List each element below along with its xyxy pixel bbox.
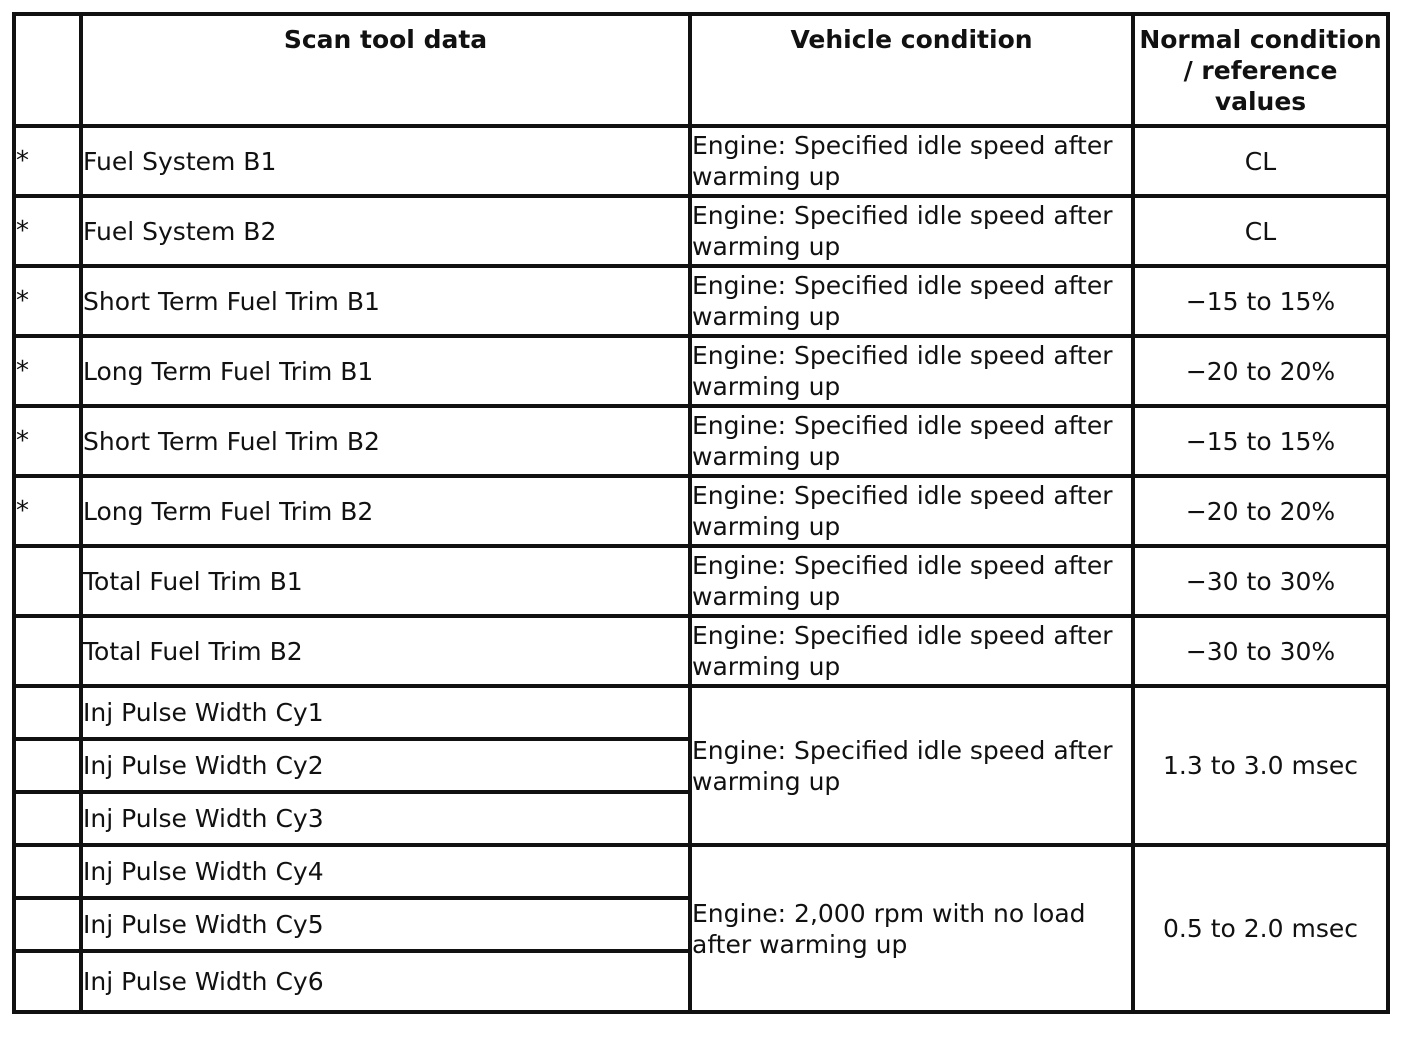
row-item: Inj Pulse Width Cy5 (81, 898, 690, 951)
row-item: Short Term Fuel Trim B2 (81, 406, 690, 476)
row-reference: −30 to 30% (1133, 616, 1388, 686)
row-mark (14, 739, 81, 792)
row-reference: −15 to 15% (1133, 266, 1388, 336)
table-row (14, 196, 1388, 266)
row-reference: −20 to 20% (1133, 476, 1388, 546)
row-condition: Engine: Specified idle speed after warming up (690, 266, 1133, 336)
row-item: Total Fuel Trim B2 (81, 616, 690, 686)
table-row (14, 476, 1388, 546)
row-mark (14, 845, 81, 898)
table-row (14, 336, 1388, 406)
header-mark (14, 14, 81, 126)
row-mark: * (14, 336, 81, 406)
row-condition: Engine: Specified idle speed after warming up (690, 126, 1133, 196)
row-item: Inj Pulse Width Cy4 (81, 845, 690, 898)
row-mark: * (14, 196, 81, 266)
group-condition: Engine: Specified idle speed after warming up (690, 686, 1133, 845)
header-vehicle-condition: Vehicle condition (690, 14, 1133, 126)
group-reference: 0.5 to 2.0 msec (1133, 845, 1388, 1012)
row-mark (14, 898, 81, 951)
row-condition: Engine: Specified idle speed after warming up (690, 546, 1133, 616)
row-reference: −20 to 20% (1133, 336, 1388, 406)
row-mark: * (14, 476, 81, 546)
row-condition: Engine: Specified idle speed after warming up (690, 476, 1133, 546)
row-item: Inj Pulse Width Cy1 (81, 686, 690, 739)
row-reference: CL (1133, 196, 1388, 266)
row-condition: Engine: Specified idle speed after warming up (690, 406, 1133, 476)
group-condition: Engine: 2,000 rpm with no load after warming up (690, 845, 1133, 1012)
row-condition: Engine: Specified idle speed after warming up (690, 616, 1133, 686)
table-row (14, 845, 1388, 898)
row-mark: * (14, 126, 81, 196)
row-mark (14, 792, 81, 845)
header-scan-tool-data: Scan tool data (81, 14, 690, 126)
row-mark (14, 951, 81, 1012)
table-row (14, 406, 1388, 476)
row-item: Long Term Fuel Trim B2 (81, 476, 690, 546)
scan-tool-data-table (12, 12, 1390, 1014)
row-item: Inj Pulse Width Cy6 (81, 951, 690, 1012)
table-row (14, 616, 1388, 686)
row-item: Inj Pulse Width Cy3 (81, 792, 690, 845)
row-reference: CL (1133, 126, 1388, 196)
header-reference-values: Normal condition / reference values (1133, 14, 1388, 126)
row-condition: Engine: Specified idle speed after warming up (690, 336, 1133, 406)
row-reference: −30 to 30% (1133, 546, 1388, 616)
row-item: Fuel System B2 (81, 196, 690, 266)
row-mark: * (14, 406, 81, 476)
row-mark (14, 616, 81, 686)
row-reference: −15 to 15% (1133, 406, 1388, 476)
row-item: Short Term Fuel Trim B1 (81, 266, 690, 336)
row-mark (14, 686, 81, 739)
group-reference: 1.3 to 3.0 msec (1133, 686, 1388, 845)
row-mark: * (14, 266, 81, 336)
table-row (14, 126, 1388, 196)
row-item: Total Fuel Trim B1 (81, 546, 690, 616)
header-row (14, 14, 1388, 126)
row-condition: Engine: Specified idle speed after warming up (690, 196, 1133, 266)
row-item: Inj Pulse Width Cy2 (81, 739, 690, 792)
table-row (14, 686, 1388, 739)
row-mark (14, 546, 81, 616)
table-row (14, 266, 1388, 336)
row-item: Long Term Fuel Trim B1 (81, 336, 690, 406)
table-row (14, 546, 1388, 616)
row-item: Fuel System B1 (81, 126, 690, 196)
